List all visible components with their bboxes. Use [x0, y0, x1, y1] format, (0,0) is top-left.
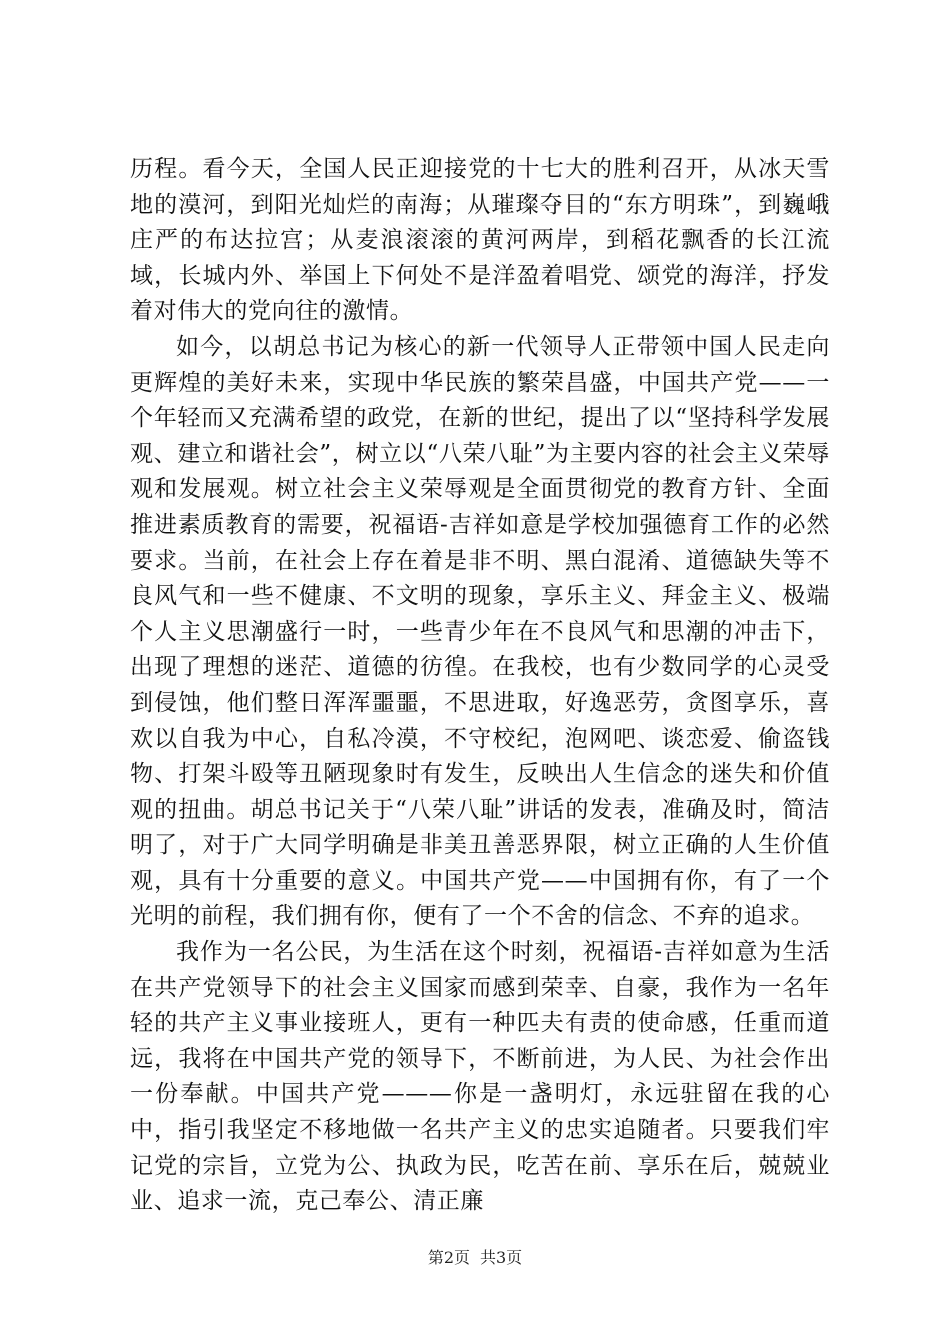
paragraph-3: 我作为一名公民，为生活在这个时刻，祝福语-吉祥如意为生活在共产党领导下的社会主义国家而感到荣幸、自豪，我作为一名年轻的共产主义事业接班人，更有一种匹夫有责的使命感，任重而道远，我将在中国共产党的领导下，不断前进，为人民、为社会作出一份奉献。中国共产党———你是一盏明灯，永远驻留在我的心中，指引我坚定不移地做一名共产主义的忠实追随者。只要我们牢记党的宗旨，立党为公、执政为民，吃苦在前、享乐在后，兢兢业业、追求一流，克己奉公、清正廉 — [130, 939, 830, 1215]
page-number-current: 第2页 — [427, 1248, 470, 1267]
document-body — [130, 152, 830, 1220]
paragraph-1: 历程。看今天，全国人民正迎接党的十七大的胜利召开，从冰天雪地的漠河，到阳光灿烂的南海；从璀璨夺目的“东方明珠”，到巍峨庄严的布达拉宫；从麦浪滚滚的黄河两岸，到稻花飘香的长江流域，长城内外、举国上下何处不是洋盈着唱党、颂党的海洋，抒发着对伟大的党向往的激情。 — [130, 156, 830, 325]
paragraph-2: 如今，以胡总书记为核心的新一代领导人正带领中国人民走向更辉煌的美好未来，实现中华民族的繁荣昌盛，中国共产党——一个年轻而又充满希望的政党，在新的世纪，提出了以“坚持科学发展观、建立和谐社会”，树立以“八荣八耻”为主要内容的社会主义荣辱观和发展观。树立社会主义荣辱观是全面贯彻党的教育方针、全面推进素质教育的需要，祝福语-吉祥如意是学校加强德育工作的必然要求。当前，在社会上存在着是非不明、黑白混淆、道德缺失等不良风气和一些不健康、不文明的现象，享乐主义、拜金主义、极端个人主义思潮盛行一时，一些青少年在不良风气和思潮的冲击下，出现了理想的迷茫、道德的彷徨。在我校，也有少数同学的心灵受到侵蚀，他们整日浑浑噩噩，不思进取，好逸恶劳，贪图享乐，喜欢以自我为中心，自私冷漠，不守校纪，泡网吧、谈恋爱、偷盗钱物、打架斗殴等丑陋现象时有发生，反映出人生信念的迷失和价值观的扭曲。胡总书记关于“八荣八耻”讲话的发表，准确及时，简洁明了，对于广大同学明确是非美丑善恶界限，树立正确的人生价值观，具有十分重要的意义。中国共产党——中国拥有你，有了一个光明的前程，我们拥有你，便有了一个不舍的信念、不弃的追求。 — [130, 333, 830, 930]
page-footer — [0, 1245, 950, 1268]
page-number-total: 共3页 — [480, 1248, 523, 1267]
